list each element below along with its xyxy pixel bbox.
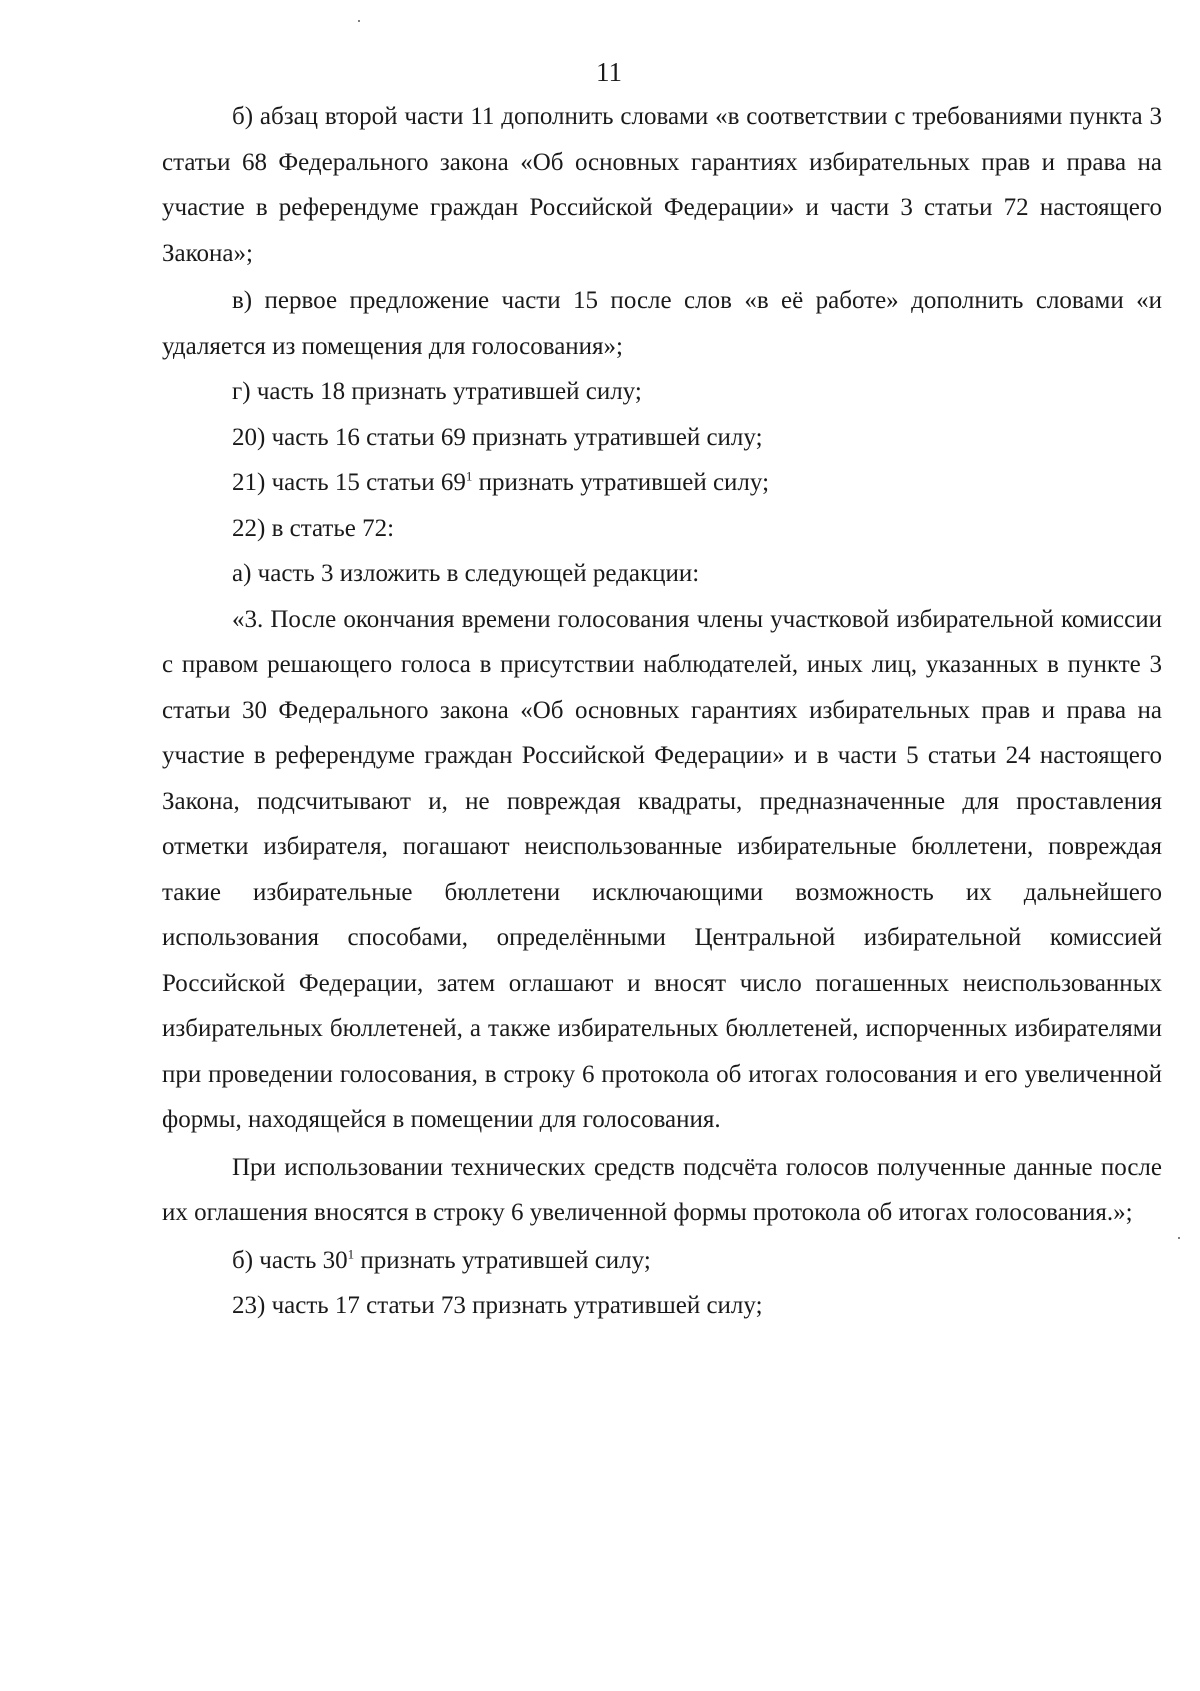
item-21-text-end: признать утратившей силу; (472, 469, 770, 496)
superscript: 1 (347, 1246, 355, 1262)
paragraph-item-22: 22) в статье 72: (232, 514, 395, 542)
paragraph-new-part-3: «3. После окончания времени голосования члены участковой избирательной комиссии с правом решающего голоса в присутствии наблюдателей, иных лиц, указанных в пункте 3 статьи 30 Федерального закона «Об основных гарантиях избирательных прав и права на участие в референдуме граждан Российской Федерации» и в части 5 статьи 24 настоящего Закона, подсчитывают и, не повреждая квадраты, предназначенные для проставления отметки избирателя, погашают неиспользованные избирательные бюллетени, повреждая такие избирательные бюллетени исключающими возможность их дальнейшего использования способами, определёнными Центральной избирательной комиссией Российской Федерации, затем оглашают и вносят число погашенных неиспользованных избирательных бюллетеней, а также избирательных бюллетеней, испорченных избирателями при проведении голосования, в строку 6 протокола об итогах голосования и его увеличенной формы, находящейся в помещении для голосования. (162, 605, 1162, 1133)
scan-speck (358, 20, 360, 22)
paragraph-item-22b (162, 1238, 1162, 1284)
scan-speck (1178, 1237, 1180, 1239)
document-body (162, 94, 1162, 1329)
item-22b-text: б) часть 30 (232, 1246, 348, 1274)
paragraph-amend-part-15: в) первое предложение части 15 после слов «в её работе» дополнить словами «и удаляется из помещения для голосования»; (162, 287, 1162, 360)
paragraph-item-23: 23) часть 17 статьи 73 признать утратившей силу; (232, 1292, 763, 1319)
paragraph-item-20: 20) часть 16 статьи 69 признать утратившей силу; (232, 423, 763, 451)
item-21-text: 21) часть 15 статьи 69 (232, 469, 466, 496)
item-22b-text-end: признать утратившей силу; (354, 1246, 651, 1274)
paragraph-part-18-void: г) часть 18 признать утратившей силу; (232, 378, 642, 405)
page-number: 11 (596, 57, 622, 87)
superscript: 1 (465, 468, 473, 484)
paragraph-item-21 (162, 460, 1162, 506)
paragraph-technical-means: При использовании технических средств подсчёта голосов полученные данные после их оглашения вносятся в строку 6 увеличенной формы протокола об итогах голосования.»; (162, 1153, 1162, 1226)
paragraph-amend-part-11: б) абзац второй части 11 дополнить словами «в соответствии с требованиями пункта 3 статьи 68 Федерального закона «Об основных гарантиях избирательных прав и права на участие в референдуме граждан Российской Федерации» и части 3 статьи 72 настоящего Закона»; (162, 103, 1162, 267)
paragraph-item-22a: а) часть 3 изложить в следующей редакции: (232, 560, 700, 587)
